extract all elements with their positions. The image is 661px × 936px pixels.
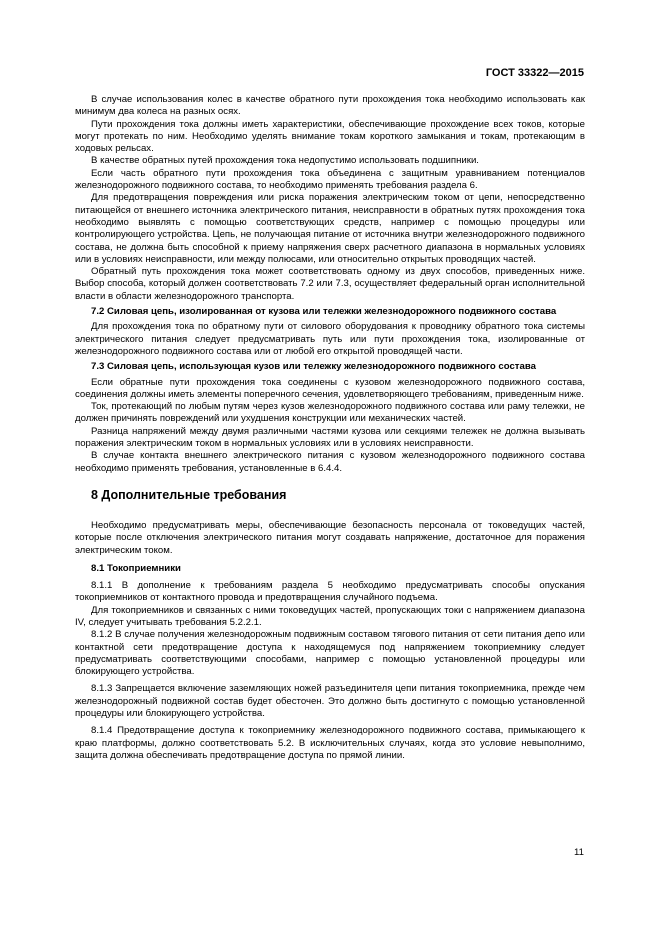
paragraph: 8.1.4 Предотвращение доступа к токоприемнику железнодорожного подвижного состава, примыкающего к краю платформы, должно соответствовать 5.2. В исключительных случаях, когда это условие невыполнимо, защита должна обеспечивать предотвращение доступа по прямой линии. bbox=[75, 725, 585, 761]
paragraph: Для предотвращения повреждения или риска поражения электрическим током от цепи, непосредственно питающейся от внешнего источника электрического питания, неисправности в обратных путях прохождения тока необходимо выявлять с помощью соответствующих средств, например с помощью процедуры или контролирующего устройства. Цепь, не получающая питание от источника внутри железнодорожного подвижного состава, не должна быть способной к приему напряжения сверх расчетного диапазона в нормальных условиях или в условиях неисправности, или между полюсами, или относительно открытых проводящих частей. bbox=[75, 192, 585, 265]
paragraph: Необходимо предусматривать меры, обеспечивающие безопасность персонала от токоведущих частей, которые после отключения электрического питания могут создавать напряжение, достаточное для поражения электрическим током. bbox=[75, 519, 585, 556]
paragraph: Для токоприемников и связанных с ними токоведущих частей, пропускающих токи с напряжением диапазона IV, следует учитывать требования 5.2.2.1. bbox=[75, 604, 585, 628]
paragraph: Для прохождения тока по обратному пути от силового оборудования к проводнику обратного тока системы электрического питания следует предусматривать путь или пути прохождения тока, изолированные от железнодорожного подвижного состава или от любой его открытой проводящей части. bbox=[75, 321, 585, 357]
section-heading-8-1: 8.1 Токоприемники bbox=[91, 562, 181, 574]
paragraph: В качестве обратных путей прохождения тока недопустимо использовать подшипники. bbox=[91, 155, 479, 167]
document-code: ГОСТ 33322—2015 bbox=[485, 67, 584, 79]
paragraph: Ток, протекающий по любым путям через кузов железнодорожного подвижного состава или раму тележки, не должен причинять повреждений или ухудшения конструкции или механических частей. bbox=[75, 401, 585, 425]
section-heading-8: 8 Дополнительные требования bbox=[91, 487, 287, 502]
paragraph: Разница напряжений между двумя различными частями кузова или секциями тележек не должна вызывать поражения электрическим током в нормальных условиях или в условиях неисправности. bbox=[75, 425, 585, 450]
paragraph: 8.1.3 Запрещается включение заземляющих ножей разъединителя цепи питания токоприемника, прежде чем железнодорожный подвижной состав будет обесточен. Это должно быть достигнуто с помощью установленной процедуры или блокирующего устройства. bbox=[75, 683, 585, 720]
paragraph: 8.1.1 В дополнение к требованиям раздела 5 необходимо предусматривать способы опускания токоприемников от контактного провода и предотвращения случайного подъема. bbox=[75, 580, 585, 604]
paragraph: 8.1.2 В случае получения железнодорожным подвижным составом тягового питания от сети питания депо или контактной сети предотвращение доступа к находящемуся под напряжением токоприемнику следует предусматривать соответствующими способами, например с помощью установленной процедуры или блокирующего устройства. bbox=[75, 629, 585, 678]
section-heading-7-2: 7.2 Силовая цепь, изолированная от кузова или тележки железнодорожного подвижного состава bbox=[91, 306, 557, 318]
paragraph: В случае контакта внешнего электрического питания с кузовом железнодорожного подвижного состава необходимо применять требования, установленные в 6.4.4. bbox=[75, 450, 585, 474]
paragraph: Пути прохождения тока должны иметь характеристики, обеспечивающие прохождение всех токов, которые могут протекать по ним. Необходимо уделять внимание токам короткого замыкания и токам, протекающим в ходовых рельсах. bbox=[75, 118, 585, 155]
paragraph: Если часть обратного пути прохождения тока объединена с защитным уравниванием потенциалов железнодорожного подвижного состава, то необходимо применять требования раздела 6. bbox=[75, 167, 585, 192]
section-heading-7-3: 7.3 Силовая цепь, использующая кузов или тележку железнодорожного подвижного состава bbox=[91, 361, 536, 373]
paragraph: В случае использования колес в качестве обратного пути прохождения тока необходимо использовать как минимум два колеса на разных осях. bbox=[75, 94, 585, 118]
page-body bbox=[75, 94, 585, 762]
paragraph: Обратный путь прохождения тока может соответствовать одному из двух способов, приведенных ниже. Выбор способа, который должен соответствовать 7.2 или 7.3, осуществляет федеральный орган исполнительной власти в области железнодорожного транспорта. bbox=[75, 266, 585, 302]
paragraph: Если обратные пути прохождения тока соединены с кузовом железнодорожного подвижного состава, соединения должны иметь элементы поперечного сечения, удовлетворяющего требованиям, приведенным ниже. bbox=[75, 376, 585, 400]
page-number: 11 bbox=[574, 847, 584, 858]
